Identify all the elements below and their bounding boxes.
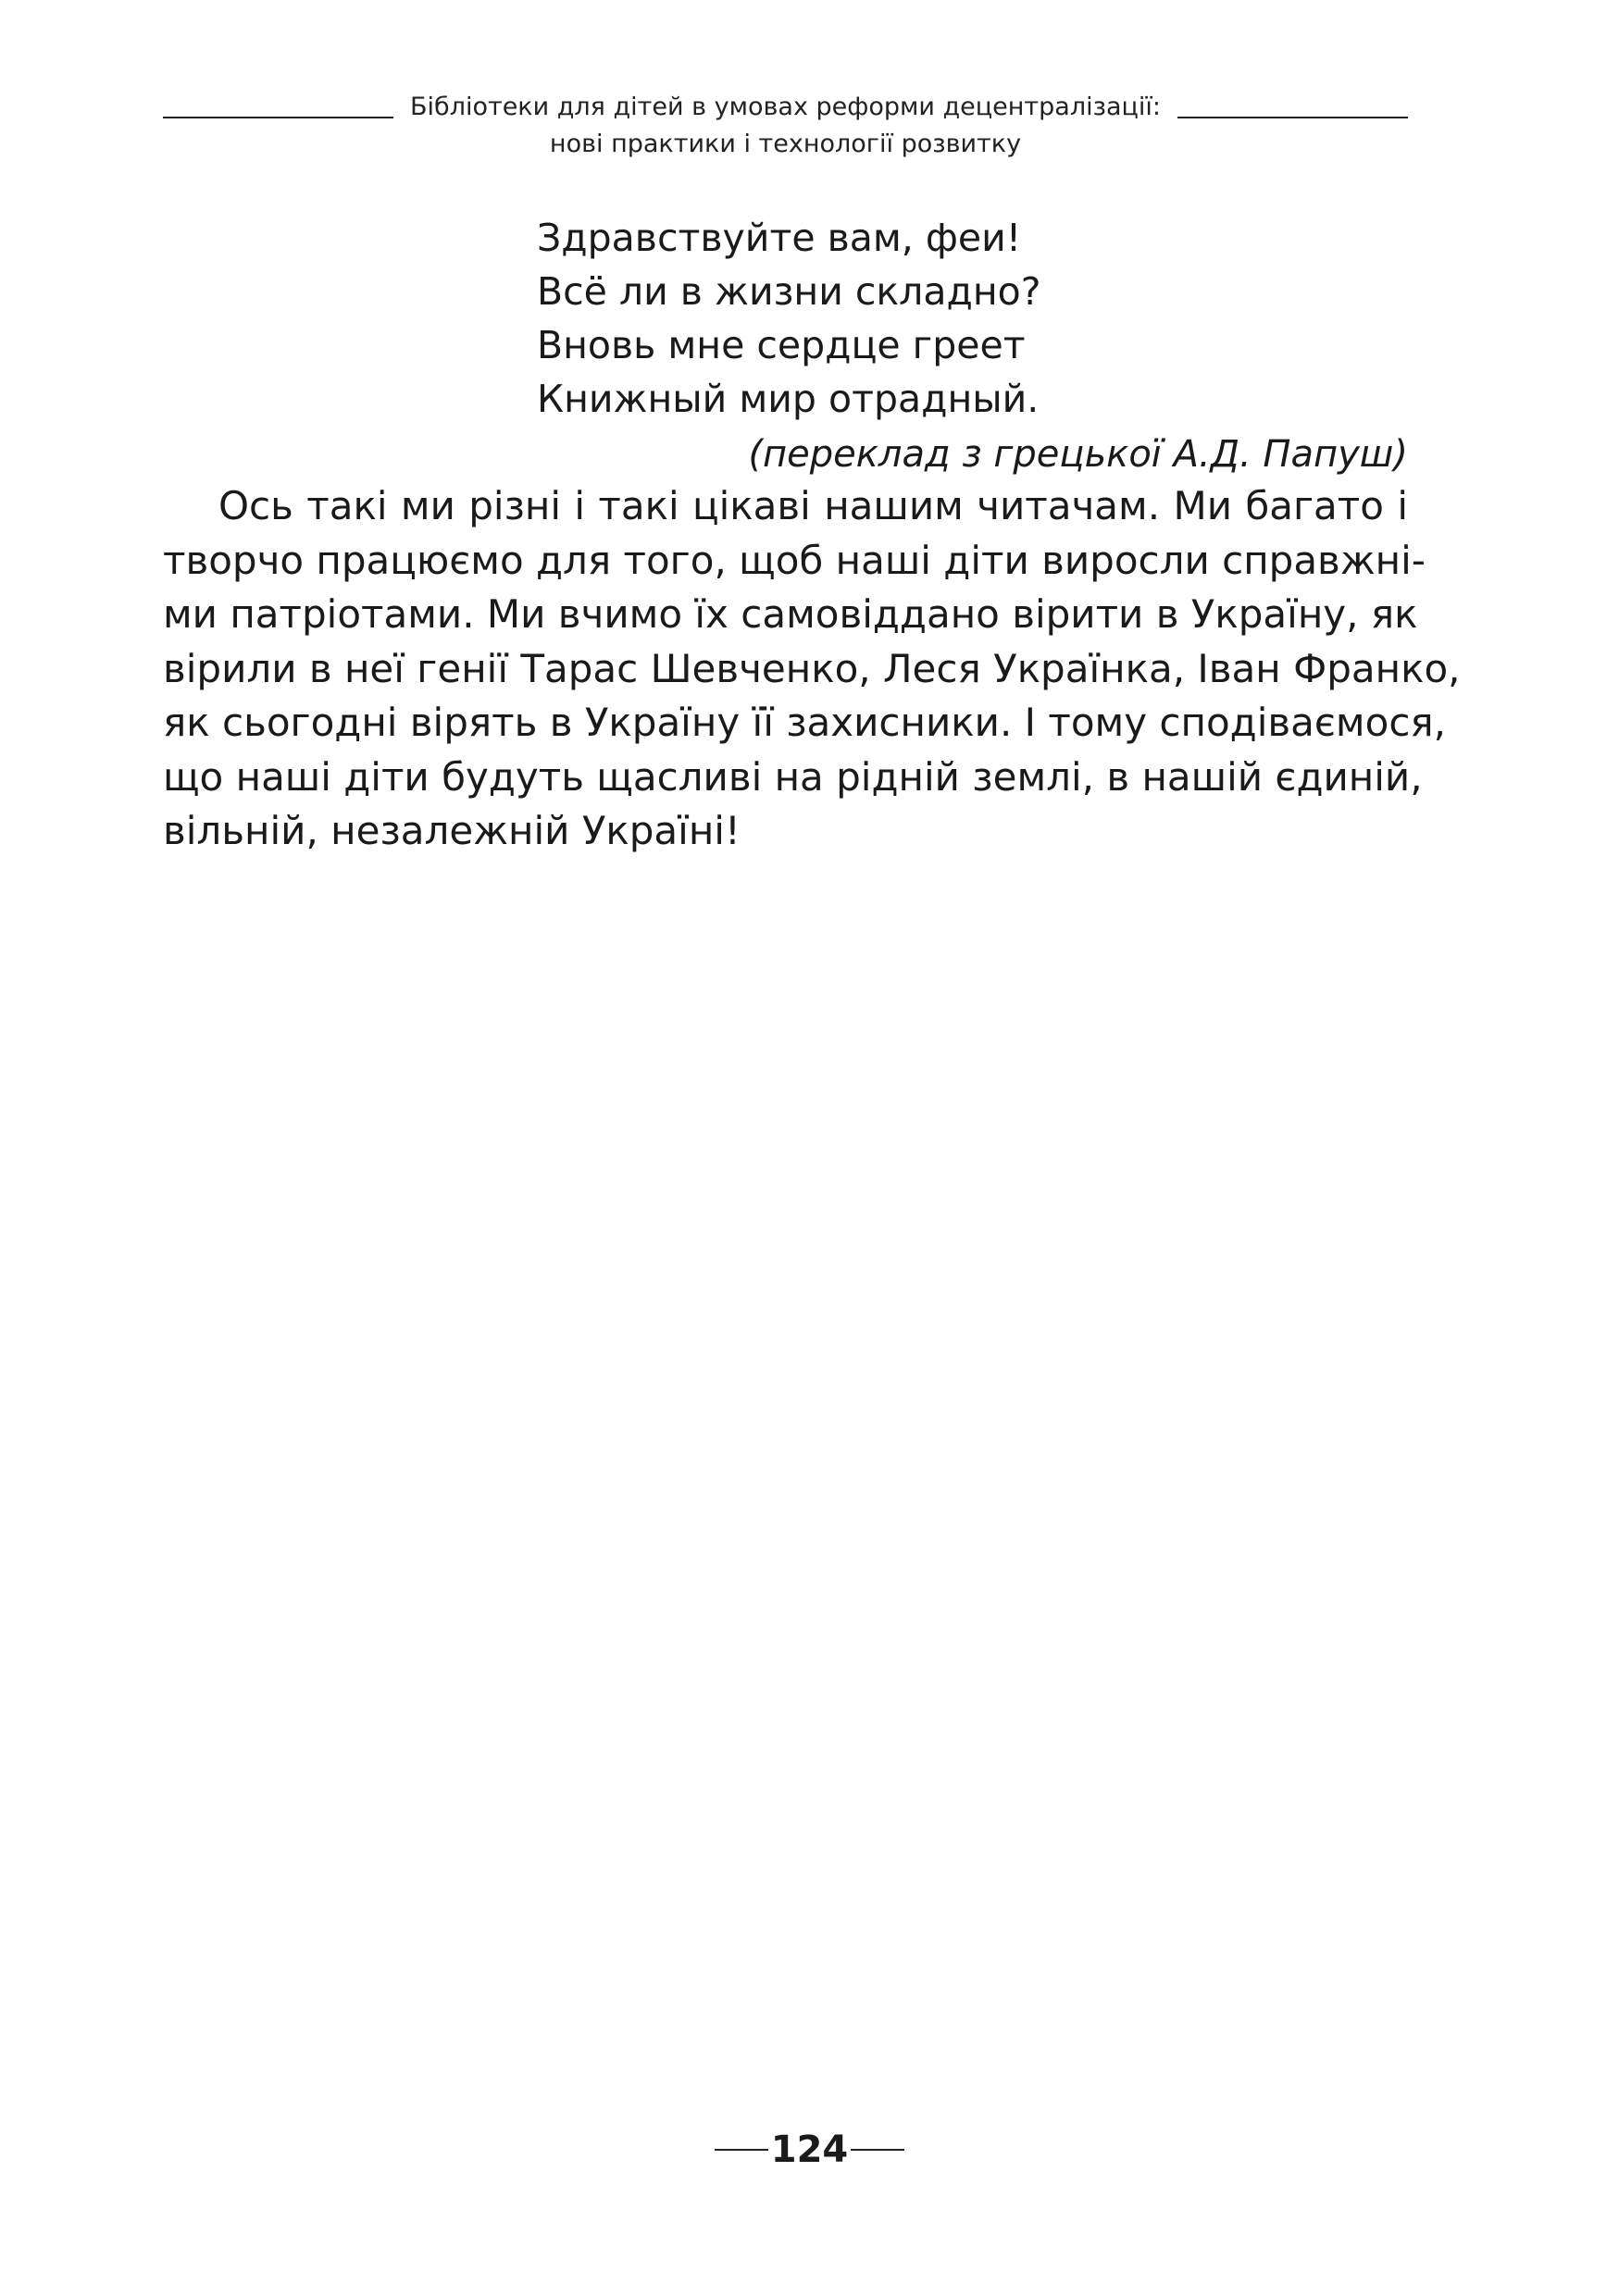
paragraph-line: творчо працюємо для того, щоб наші діти виросли справжні- — [163, 537, 1426, 583]
page-number-dash-left — [715, 2149, 768, 2151]
paragraph-line: вільній, незалежній Україні! — [163, 808, 741, 853]
running-header — [163, 89, 1408, 163]
body-paragraph — [163, 479, 1461, 859]
header-rule-left — [163, 117, 393, 118]
poem-line: Книжный мир отрадный. — [537, 377, 1040, 421]
paragraph-line: що наші діти будуть щасливі на рідній землі, в нашій єдиній, — [163, 753, 1423, 800]
page-number-dash-right — [851, 2149, 904, 2151]
paragraph-line: вірили в неї генії Тарас Шевченко, Леся Українка, Іван Франко, — [163, 645, 1461, 691]
poem-line: Здравствуйте вам, феи! — [537, 216, 1022, 260]
page-footer — [0, 2127, 1619, 2173]
running-header-first-line — [163, 89, 1408, 126]
header-title-line1: Бібліотеки для дітей в умовах реформи децентралізації: — [410, 93, 1161, 121]
poem — [537, 211, 1041, 426]
paragraph-line: як сьогодні вірять в Україну її захисники. І тому сподіваємося, — [163, 700, 1447, 745]
translation-credit: (переклад з грецької А.Д. Папуш) — [748, 433, 1408, 476]
poem-line: Всё ли в жизни складно? — [537, 269, 1041, 314]
header-rule-right — [1177, 117, 1408, 118]
paragraph-line: ми патріотами. Ми вчимо їх самовіддано вірити в Україну, як — [163, 591, 1418, 637]
header-title-line2: нові практики і технології розвитку — [549, 130, 1022, 158]
page-number: 124 — [770, 2128, 849, 2171]
paragraph-line: Ось такі ми різні і такі цікаві нашим читачам. Ми багато і — [218, 483, 1408, 528]
poem-line: Вновь мне сердце греет — [537, 323, 1026, 367]
